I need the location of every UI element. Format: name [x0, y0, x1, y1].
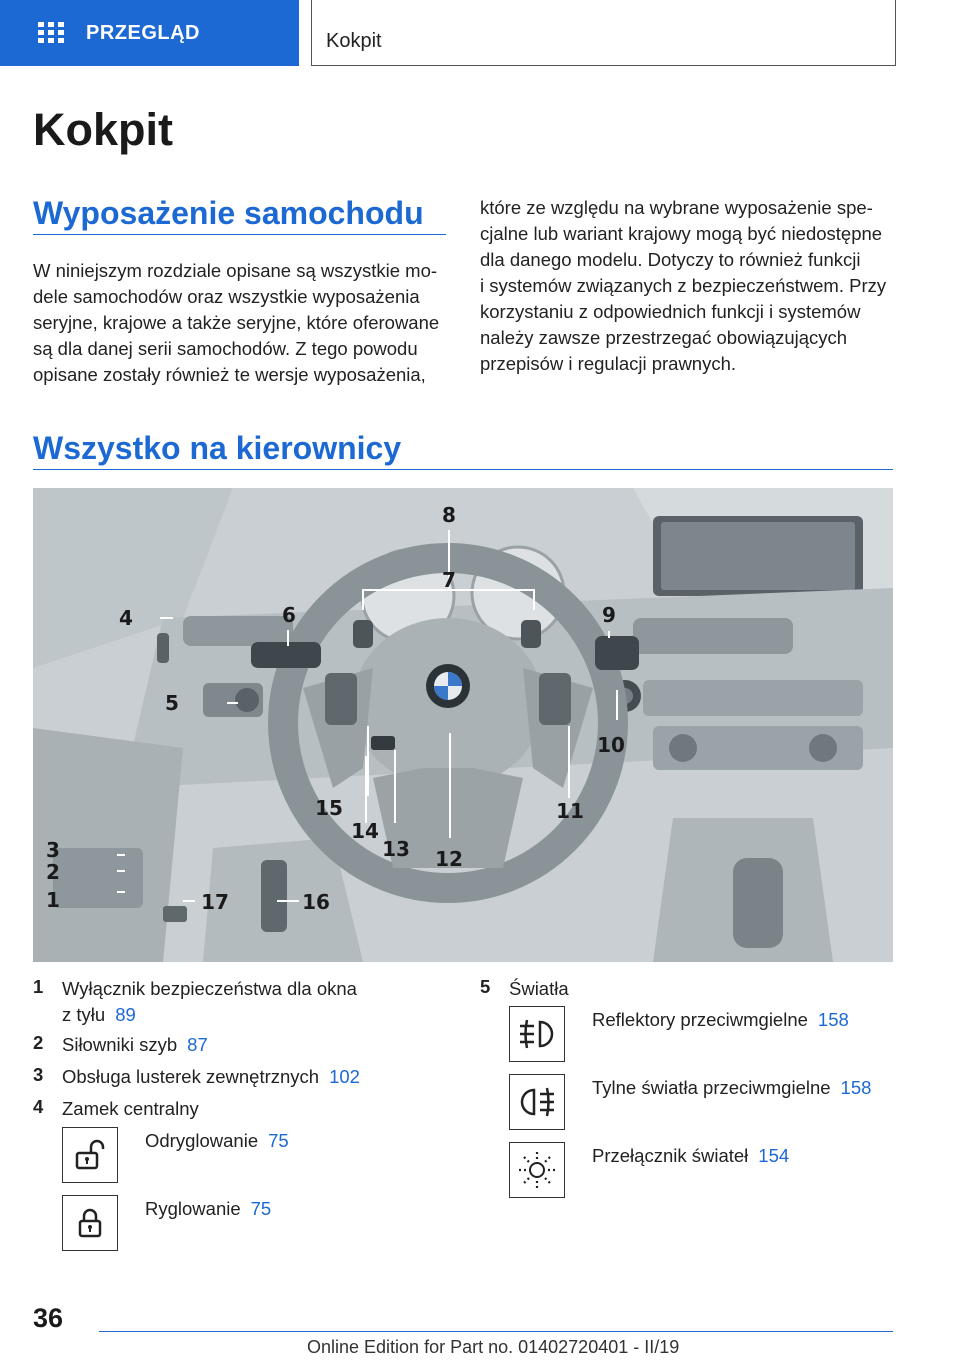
intro-text-left: W niniejszym rozdziale opisane są wszystkie mo‐ dele samochodów oraz wszystkie wyposażenia seryjne, krajowe a także seryjne, które oferowane są dla danej serii samochodów. Z tego powodu opisane zostały również te wersje wyposażenia, — [33, 260, 440, 385]
section-title-equipment: Wyposażenie samochodu — [33, 195, 424, 231]
overview-nav-button[interactable] — [0, 0, 299, 66]
callout-13: 13 — [382, 837, 410, 861]
breadcrumb: Kokpit — [311, 0, 896, 66]
page-ref-link[interactable]: 87 — [187, 1034, 208, 1055]
section-rule — [33, 234, 446, 235]
callout-17: 17 — [201, 890, 229, 914]
rear-fog-light-icon — [509, 1074, 565, 1130]
section-rule — [33, 469, 893, 470]
page-ref-link[interactable]: 75 — [268, 1130, 289, 1151]
callout-5: 5 — [165, 691, 179, 715]
callout-6: 6 — [282, 603, 296, 627]
callout-7: 7 — [442, 568, 456, 592]
callout-4: 4 — [119, 606, 133, 630]
footer-edition: Online Edition for Part no. 01402720401 - II/19 — [307, 1337, 680, 1357]
page-title: Kokpit — [33, 104, 173, 155]
legend-sub-item: Ryglowanie 75 — [145, 1198, 272, 1219]
callout-9: 9 — [602, 603, 616, 627]
section-title-steering: Wszystko na kierownicy — [33, 430, 402, 466]
legend-sub-item: Reflektory przeciwmgielne 158 — [592, 1009, 849, 1030]
page-ref-link[interactable]: 158 — [840, 1077, 872, 1098]
unlock-icon — [62, 1127, 118, 1183]
callout-16: 16 — [302, 890, 330, 914]
front-fog-light-icon — [509, 1006, 565, 1062]
legend-sub-item: Odryglowanie 75 — [145, 1130, 289, 1151]
grid-menu-icon — [38, 22, 64, 44]
overview-nav-label: PRZEGLĄD — [86, 21, 200, 44]
cockpit-photo — [33, 488, 893, 962]
callout-11: 11 — [556, 799, 584, 823]
callout-10: 10 — [597, 733, 625, 757]
light-switch-icon — [509, 1142, 565, 1198]
callout-2: 2 — [46, 860, 60, 884]
legend-sub-item: Tylne światła przeciwmgielne 158 — [592, 1077, 872, 1098]
page-ref-link[interactable]: 75 — [250, 1198, 272, 1219]
callout-1: 1 — [46, 888, 60, 912]
callout-14: 14 — [351, 819, 379, 843]
callout-8: 8 — [442, 503, 456, 527]
top-bar — [0, 0, 960, 66]
page-ref-link[interactable]: 154 — [758, 1145, 790, 1166]
callout-15: 15 — [315, 796, 343, 820]
footer-rule — [99, 1331, 893, 1332]
page-number: 36 — [33, 1303, 64, 1333]
page-ref-link[interactable]: 102 — [329, 1066, 360, 1087]
intro-text-right: które ze względu na wybrane wyposażenie spe‐ cjalne lub wariant krajowy mogą być niedostępne dla danego modelu. Dotyczy to również funkcji i systemów związanych z bezpieczeństwem. Przy korzystaniu z odpowiednich funkcji i systemów należy zawsze przestrzegać obowiązujących przepisów i regulacji prawnych. — [480, 197, 887, 374]
page-ref-link[interactable]: 158 — [817, 1009, 849, 1030]
legend-left: 1 Wyłącznik bezpieczeństwa dla okna z tyłu 89 2 Siłowniki szyb 87 3 Obsługa lusterek zewnętrznych 102 4 Zamek centralny Odryglowanie 75 Ryglowanie 75 — [33, 976, 453, 1256]
legend-right: 5 Światła Reflektory przeciwmgielne 158 Tylne światła przeciwmgielne 158 Przełącznik świateł 154 — [480, 976, 900, 1206]
legend-sub-item: Przełącznik świateł 154 — [592, 1145, 790, 1166]
callout-3: 3 — [46, 838, 60, 862]
lock-icon — [62, 1195, 118, 1251]
page-ref-link[interactable]: 89 — [115, 1004, 136, 1025]
callout-12: 12 — [435, 847, 463, 871]
